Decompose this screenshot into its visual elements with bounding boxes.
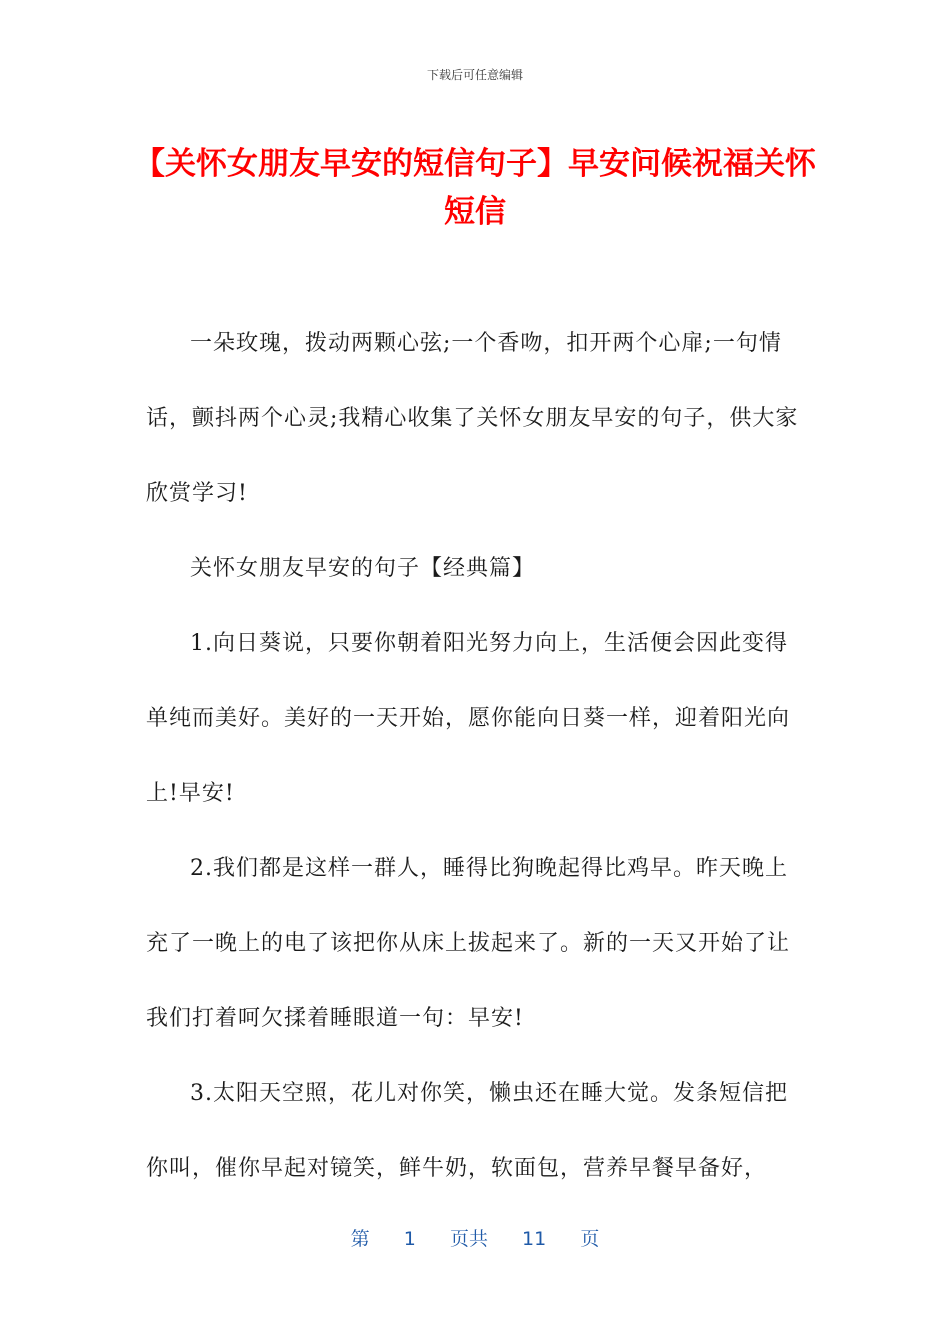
list-item: 2.我们都是这样一群人，睡得比狗晚起得比鸡早。昨天晚上充了一晚上的电了该把你从床上拔起来了。新的一天又开始了让我们打着呵欠揉着睡眼道一句：早安! bbox=[146, 856, 791, 1031]
header-note: 下载后可任意编辑 bbox=[426, 68, 523, 82]
section-heading: 关怀女朋友早安的句子【经典篇】 bbox=[190, 556, 536, 581]
intro-paragraph: 一朵玫瑰，拨动两颗心弦;一个香吻，扣开两个心扉;一句情话，颤抖两个心灵;我精心收集了关怀女朋友早安的句子，供大家欣赏学习! bbox=[146, 331, 799, 506]
document-body bbox=[146, 306, 806, 1206]
list-item: 1.向日葵说，只要你朝着阳光努力向上，生活便会因此变得单纯而美好。美好的一天开始，愿你能向日葵一样，迎着阳光向上!早安! bbox=[146, 631, 791, 806]
list-item: 3.太阳天空照，花儿对你笑，懒虫还在睡大觉。发条短信把你叫，催你早起对镜笑，鲜牛奶，软面包，营养早餐早备好， bbox=[146, 1081, 788, 1181]
footer-total-pages: 11 bbox=[522, 1228, 547, 1250]
footer-page-suffix: 页 bbox=[580, 1228, 600, 1250]
page-footer bbox=[0, 1224, 950, 1251]
footer-page-prefix: 第 bbox=[350, 1228, 370, 1250]
footer-page-number: 1 bbox=[403, 1228, 416, 1250]
footer-page-middle: 页共 bbox=[449, 1228, 488, 1250]
document-title: 【关怀女朋友早安的短信句子】早安问候祝福关怀短信 bbox=[134, 146, 816, 230]
